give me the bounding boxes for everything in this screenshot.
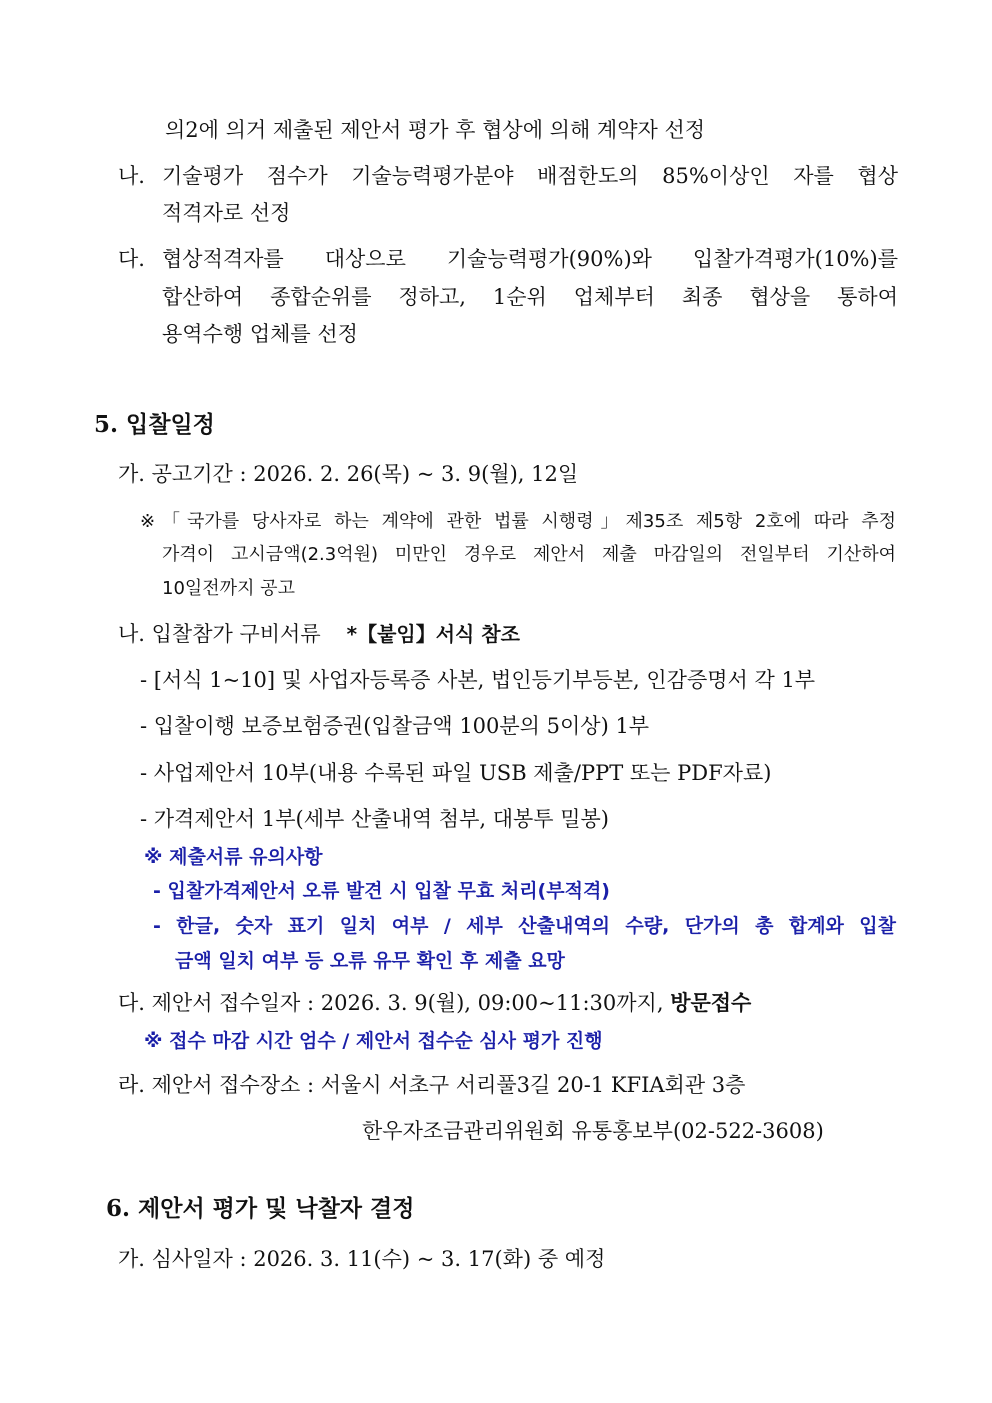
section4-da-marker: 다. — [118, 247, 145, 271]
section5-na-label: 나. 입찰참가 구비서류 — [118, 622, 321, 646]
section5-da-label: 다. 제안서 접수일자 : 2026. 3. 9(월), 09:00~11:30까지, — [118, 991, 664, 1015]
doc-item-1: - [서식 1~10] 및 사업자등록증 사본, 법인등기부등본, 인감증명서 각 1부 — [140, 668, 816, 692]
section5-da-note: ※ 접수 마감 시간 엄수 / 제안서 접수순 심사 평가 진행 — [144, 1030, 603, 1052]
caution-item-2-line1: - 한글, 숫자 표기 일치 여부 / 세부 산출내역의 수량, 단가의 총 합계와 입찰 — [153, 915, 896, 937]
doc-item-3: - 사업제안서 10부(내용 수록된 파일 USB 제출/PPT 또는 PDF자료) — [140, 761, 772, 785]
caution-title: ※ 제출서류 유의사항 — [144, 846, 323, 868]
section5-ra-place-line2: 한우자조금관리위원회 유통홍보부(02-522-3608) — [362, 1119, 824, 1143]
caution-item-1: - 입찰가격제안서 오류 발견 시 입찰 무효 처리(부적격) — [153, 880, 610, 902]
section5-na-form-ref: *【붙임】서식 참조 — [346, 622, 520, 646]
section4-na-line2: 적격자로 선정 — [162, 201, 291, 225]
section4-na-marker: 나. — [118, 164, 145, 188]
section6-ga-review-date: 가. 심사일자 : 2026. 3. 11(수) ~ 3. 17(화) 중 예정 — [118, 1247, 606, 1271]
section5-da-visit: 방문접수 — [670, 991, 752, 1015]
section4-ga-continuation: 의2에 의거 제출된 제안서 평가 후 협상에 의해 계약자 선정 — [165, 118, 706, 142]
section5-ra-place-line1: 라. 제안서 접수장소 : 서울시 서초구 서리풀3길 20-1 KFIA회관 3층 — [118, 1073, 746, 1097]
doc-item-4: - 가격제안서 1부(세부 산출내역 첨부, 대봉투 밀봉) — [140, 807, 610, 831]
section4-na-line1: 기술평가 점수가 기술능력평가분야 배점한도의 85%이상인 자를 협상 — [162, 164, 898, 188]
section5-ga-period: 가. 공고기간 : 2026. 2. 26(목) ~ 3. 9(월), 12일 — [118, 462, 579, 486]
section5-na-docs — [118, 620, 520, 648]
section5-heading: 5. 입찰일정 — [94, 411, 215, 438]
section5-note-line3: 10일전까지 공고 — [162, 578, 295, 599]
doc-item-2: - 입찰이행 보증보험증권(입찰금액 100분의 5이상) 1부 — [140, 714, 650, 738]
section5-note-line2: 가격이 고시금액(2.3억원) 미만인 경우로 제안서 제출 마감일의 전일부터 기산하여 — [162, 544, 896, 565]
section4-da-line2: 합산하여 종합순위를 정하고, 1순위 업체부터 최종 협상을 통하여 — [162, 285, 898, 309]
section5-note-line1: ※「국가를 당사자로 하는 계약에 관한 법률 시행령」제35조 제5항 2호에 따라 추정 — [140, 511, 896, 532]
section6-heading: 6. 제안서 평가 및 낙찰자 결정 — [106, 1195, 415, 1222]
caution-item-2-line2: 금액 일치 여부 등 오류 유무 확인 후 제출 요망 — [175, 950, 565, 972]
section4-da-line1: 협상적격자를 대상으로 기술능력평가(90%)와 입찰가격평가(10%)를 — [162, 247, 898, 271]
section4-da-line3: 용역수행 업체를 선정 — [162, 322, 358, 346]
section5-da-receipt-date — [118, 989, 751, 1017]
